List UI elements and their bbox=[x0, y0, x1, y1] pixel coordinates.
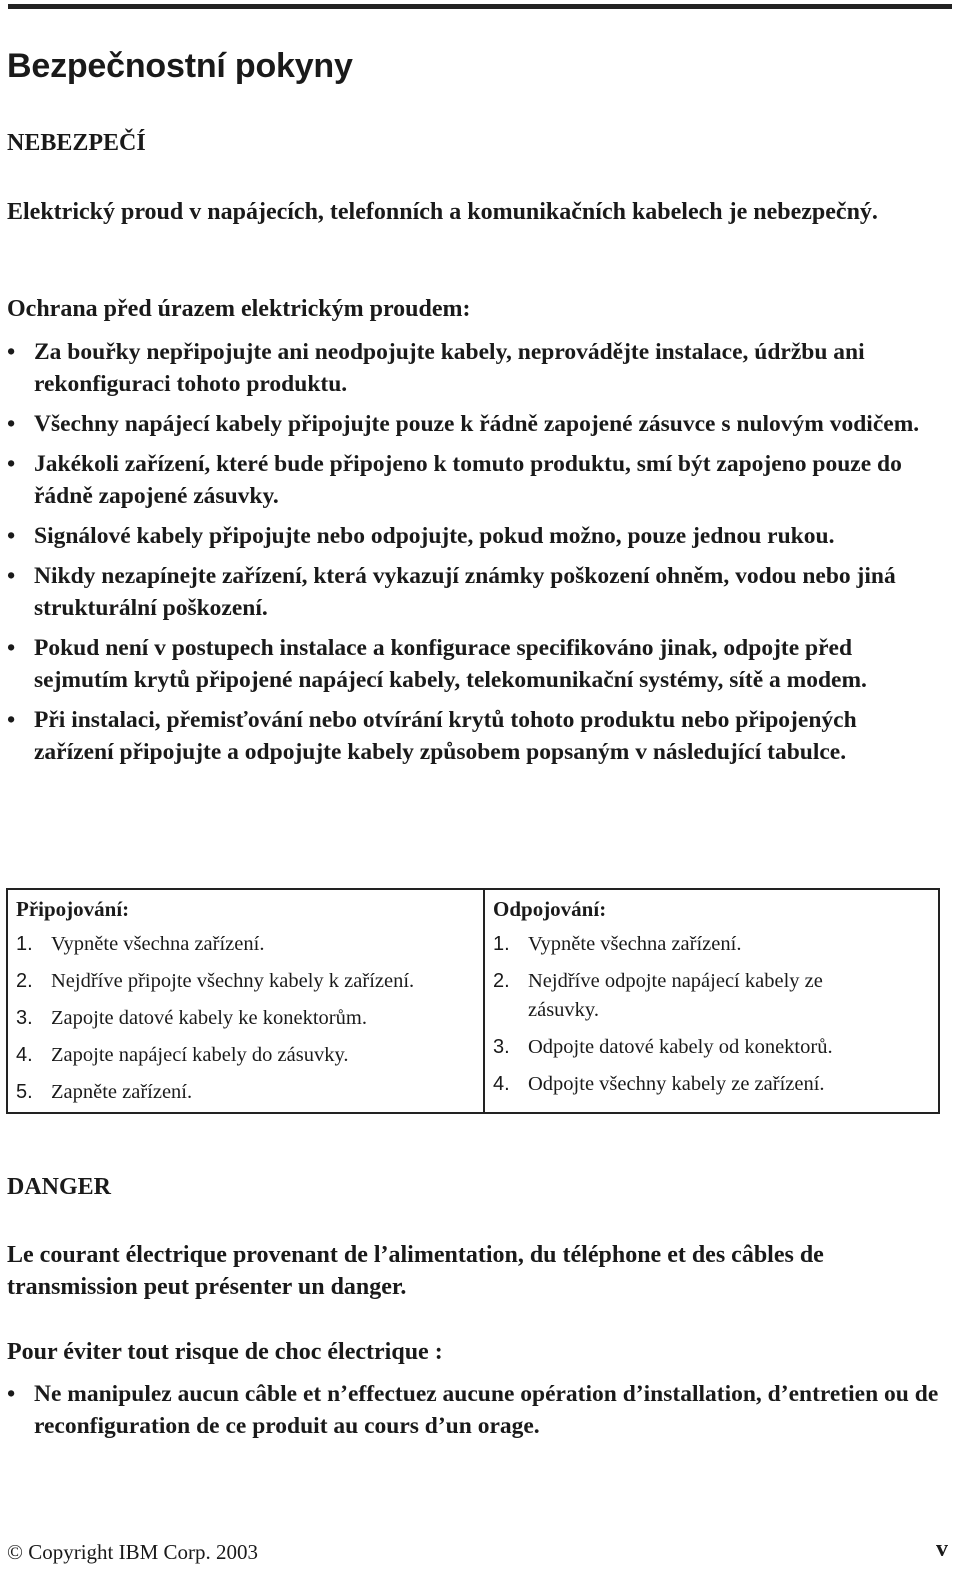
safety-list-fr bbox=[7, 1378, 942, 1450]
bullet-icon: • bbox=[7, 411, 16, 437]
list-item-text: Při instalaci, přemisťování nebo otvírání krytů tohoto produktu nebo připojených zařízení připojujte a odpojujte kabely způsobem popsaným v následující tabulce. bbox=[34, 707, 857, 765]
step-number: 1. bbox=[16, 933, 33, 955]
list-item bbox=[16, 967, 475, 996]
list-item bbox=[7, 448, 942, 512]
danger-heading-fr: DANGER bbox=[7, 1174, 112, 1200]
protection-label-fr: Pour éviter tout risque de choc électrique : bbox=[7, 1339, 443, 1365]
bullet-icon: • bbox=[7, 707, 16, 733]
step-text: Vypněte všechna zařízení. bbox=[528, 933, 742, 955]
danger-heading-cs: NEBEZPEČÍ bbox=[7, 130, 146, 156]
bullet-icon: • bbox=[7, 563, 16, 589]
list-item-text: Za bouřky nepřipojujte ani neodpojujte kabely, neprovádějte instalace, údržbu ani rekonfiguraci tohoto produktu. bbox=[34, 339, 865, 397]
list-item bbox=[16, 1004, 475, 1033]
page-number: v bbox=[936, 1536, 948, 1562]
disconnect-column bbox=[485, 890, 938, 1112]
list-item bbox=[7, 632, 942, 696]
list-item-text: Ne manipulez aucun câble et n’effectuez aucune opération d’installation, d’entretien ou de reconfiguration de ce produit au cours d’un orage. bbox=[34, 1381, 939, 1439]
list-item-text: Všechny napájecí kabely připojujte pouze k řádně zapojené zásuvce s nulovým vodičem. bbox=[34, 411, 920, 437]
bullet-icon: • bbox=[7, 635, 16, 661]
list-item bbox=[7, 1378, 942, 1442]
list-item bbox=[7, 704, 942, 768]
list-item-text: Pokud není v postupech instalace a konfigurace specifikováno jinak, odpojte před sejmutím krytů připojené napájecí kabely, telekomunikační systémy, sítě a modem. bbox=[34, 635, 867, 693]
step-text: Zapněte zařízení. bbox=[51, 1081, 193, 1103]
disconnect-steps bbox=[493, 930, 930, 1099]
connect-steps bbox=[16, 930, 475, 1107]
safety-list-cs bbox=[7, 336, 942, 776]
list-item bbox=[7, 520, 942, 552]
protection-label-cs: Ochrana před úrazem elektrickým proudem: bbox=[7, 296, 471, 322]
connect-heading: Připojování: bbox=[16, 897, 130, 921]
list-item-text: Nikdy nezapínejte zařízení, která vykazují známky poškození ohněm, vodou nebo jiná strukturální poškození. bbox=[34, 563, 896, 621]
bullet-icon: • bbox=[7, 451, 16, 477]
step-number: 4. bbox=[493, 1073, 510, 1095]
step-number: 2. bbox=[493, 970, 510, 992]
step-number: 2. bbox=[16, 970, 33, 992]
step-text: Zapojte napájecí kabely do zásuvky. bbox=[51, 1044, 349, 1066]
step-text: Nejdříve odpojte napájecí kabely ze zásuvky. bbox=[528, 970, 823, 1021]
list-item-text: Jakékoli zařízení, které bude připojeno k tomuto produktu, smí být zapojeno pouze do řádně zapojené zásuvky. bbox=[34, 451, 902, 509]
list-item bbox=[7, 336, 942, 400]
bullet-icon: • bbox=[7, 523, 16, 549]
list-item bbox=[16, 1041, 475, 1070]
step-number: 3. bbox=[493, 1036, 510, 1058]
top-rule bbox=[8, 4, 952, 9]
step-number: 4. bbox=[16, 1044, 33, 1066]
step-text: Odpojte datové kabely od konektorů. bbox=[528, 1036, 833, 1058]
list-item bbox=[16, 930, 475, 959]
step-text: Vypněte všechna zařízení. bbox=[51, 933, 265, 955]
step-text: Nejdříve připojte všechny kabely k zařízení. bbox=[51, 970, 415, 992]
bullet-icon: • bbox=[7, 1381, 16, 1407]
step-text: Odpojte všechny kabely ze zařízení. bbox=[528, 1073, 825, 1095]
step-text: Zapojte datové kabely ke konektorům. bbox=[51, 1007, 367, 1029]
list-item bbox=[493, 1033, 930, 1062]
list-item bbox=[16, 1078, 475, 1107]
list-item bbox=[7, 560, 942, 624]
list-item-text: Signálové kabely připojujte nebo odpojujte, pokud možno, pouze jednou rukou. bbox=[34, 523, 835, 549]
bullet-icon: • bbox=[7, 339, 16, 365]
step-number: 1. bbox=[493, 933, 510, 955]
list-item bbox=[7, 408, 942, 440]
disconnect-heading: Odpojování: bbox=[493, 897, 607, 921]
connect-column bbox=[8, 890, 485, 1112]
list-item bbox=[493, 930, 930, 959]
copyright-notice: © Copyright IBM Corp. 2003 bbox=[7, 1540, 259, 1564]
step-number: 5. bbox=[16, 1081, 33, 1103]
cable-procedure-table bbox=[6, 888, 940, 1114]
danger-warning-fr: Le courant électrique provenant de l’alimentation, du téléphone et des câbles de transmission peut présenter un danger. bbox=[7, 1242, 824, 1300]
page-title: Bezpečnostní pokyny bbox=[7, 47, 353, 85]
danger-warning-cs: Elektrický proud v napájecích, telefonních a komunikačních kabelech je nebezpečný. bbox=[7, 199, 878, 225]
list-item bbox=[493, 1070, 930, 1099]
step-number: 3. bbox=[16, 1007, 33, 1029]
list-item bbox=[493, 967, 930, 1025]
